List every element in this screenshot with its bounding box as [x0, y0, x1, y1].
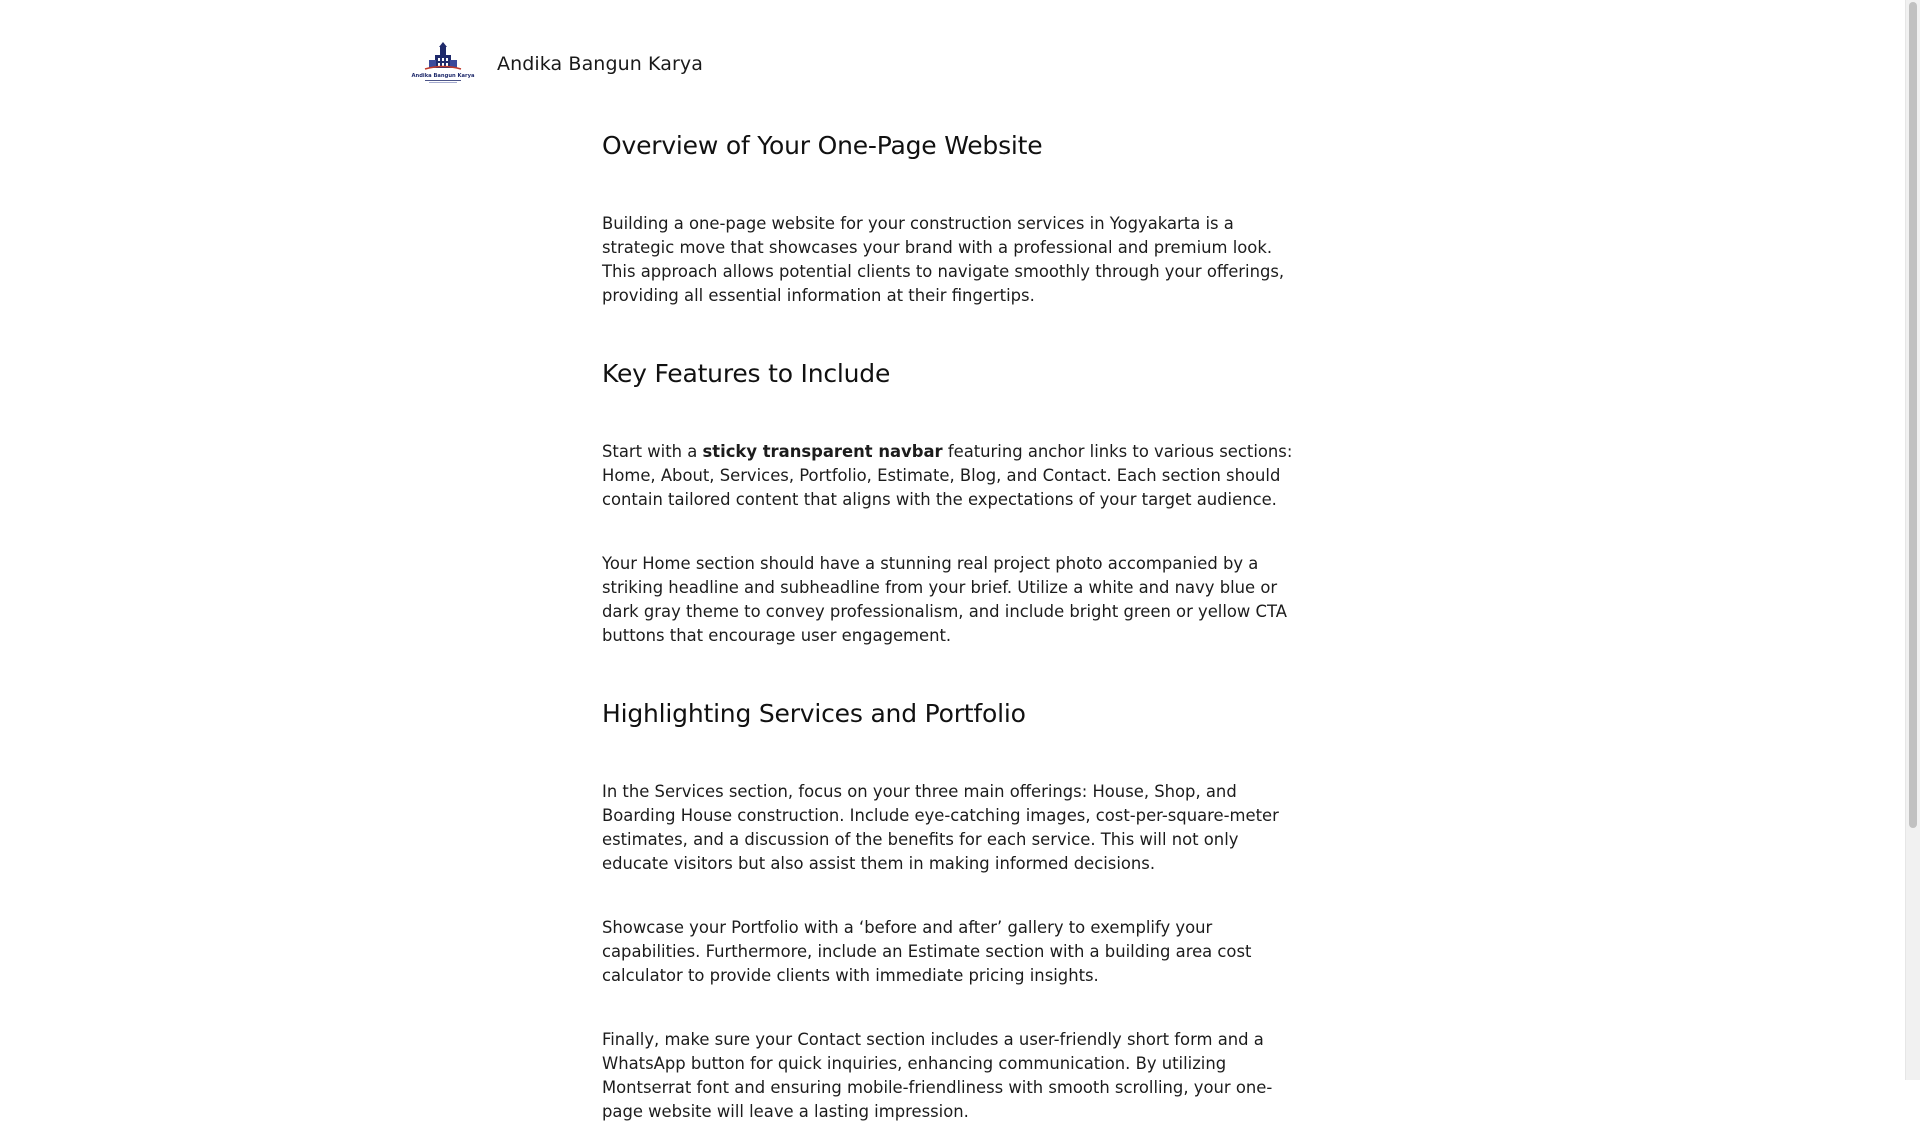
site-title-link[interactable]: Andika Bangun Karya [497, 53, 704, 75]
paragraph-navbar-text-start: Start with a [602, 442, 703, 461]
heading-key-features: Key Features to Include [602, 359, 891, 388]
logo-wordmark: Andika Bangun Karya [411, 73, 475, 79]
article-content [602, 126, 1306, 1124]
paragraph-home-section: Your Home section should have a stunning real project photo accompanied by a striking headline and subheadline from your brief. Utilize a white and navy blue or dark gray theme to convey professionalism, and include bright green or yellow CTA buttons that encourage user engagement. [602, 554, 1287, 645]
site-header [413, 40, 703, 88]
construction-logo-icon[interactable] [413, 42, 473, 86]
heading-services-portfolio: Highlighting Services and Portfolio [602, 699, 1026, 728]
paragraph-navbar-features [602, 440, 1306, 512]
paragraph-overview: Building a one-page website for your construction services in Yogyakarta is a strategic move that showcases your brand with a professional and premium look. This approach allows potential clients to navigate smoothly through your offerings, providing all essential information at their fingertips. [602, 214, 1285, 305]
scrollbar-thumb[interactable] [1909, 2, 1917, 828]
vertical-scrollbar[interactable] [1905, 0, 1920, 1080]
heading-overview: Overview of Your One-Page Website [602, 131, 1043, 160]
paragraph-services: In the Services section, focus on your three main offerings: House, Shop, and Boarding House construction. Include eye-catching images, cost-per-square-meter estimates, and a discussion of the benefits for each service. This will not only educate visitors but also assist them in making informed decisions. [602, 782, 1279, 873]
paragraph-contact: Finally, make sure your Contact section includes a user-friendly short form and a WhatsApp button for quick inquiries, enhancing communication. By utilizing Montserrat font and ensuring mobile-friendliness with smooth scrolling, your one-page website will leave a lasting impression. [602, 1030, 1273, 1121]
paragraph-portfolio: Showcase your Portfolio with a ‘before and after’ gallery to exemplify your capabilities. Furthermore, include an Estimate section with a building area cost calculator to provide clients with immediate pricing insights. [602, 918, 1252, 985]
paragraph-navbar-text-end: featuring anchor links to various sections: Home, About, Services, Portfolio, Estimate, Blog, and Contact. Each section should contain tailored content that aligns with the expectations of your target audience. [602, 442, 1293, 509]
bold-phrase-sticky-navbar: sticky transparent navbar [702, 442, 943, 461]
